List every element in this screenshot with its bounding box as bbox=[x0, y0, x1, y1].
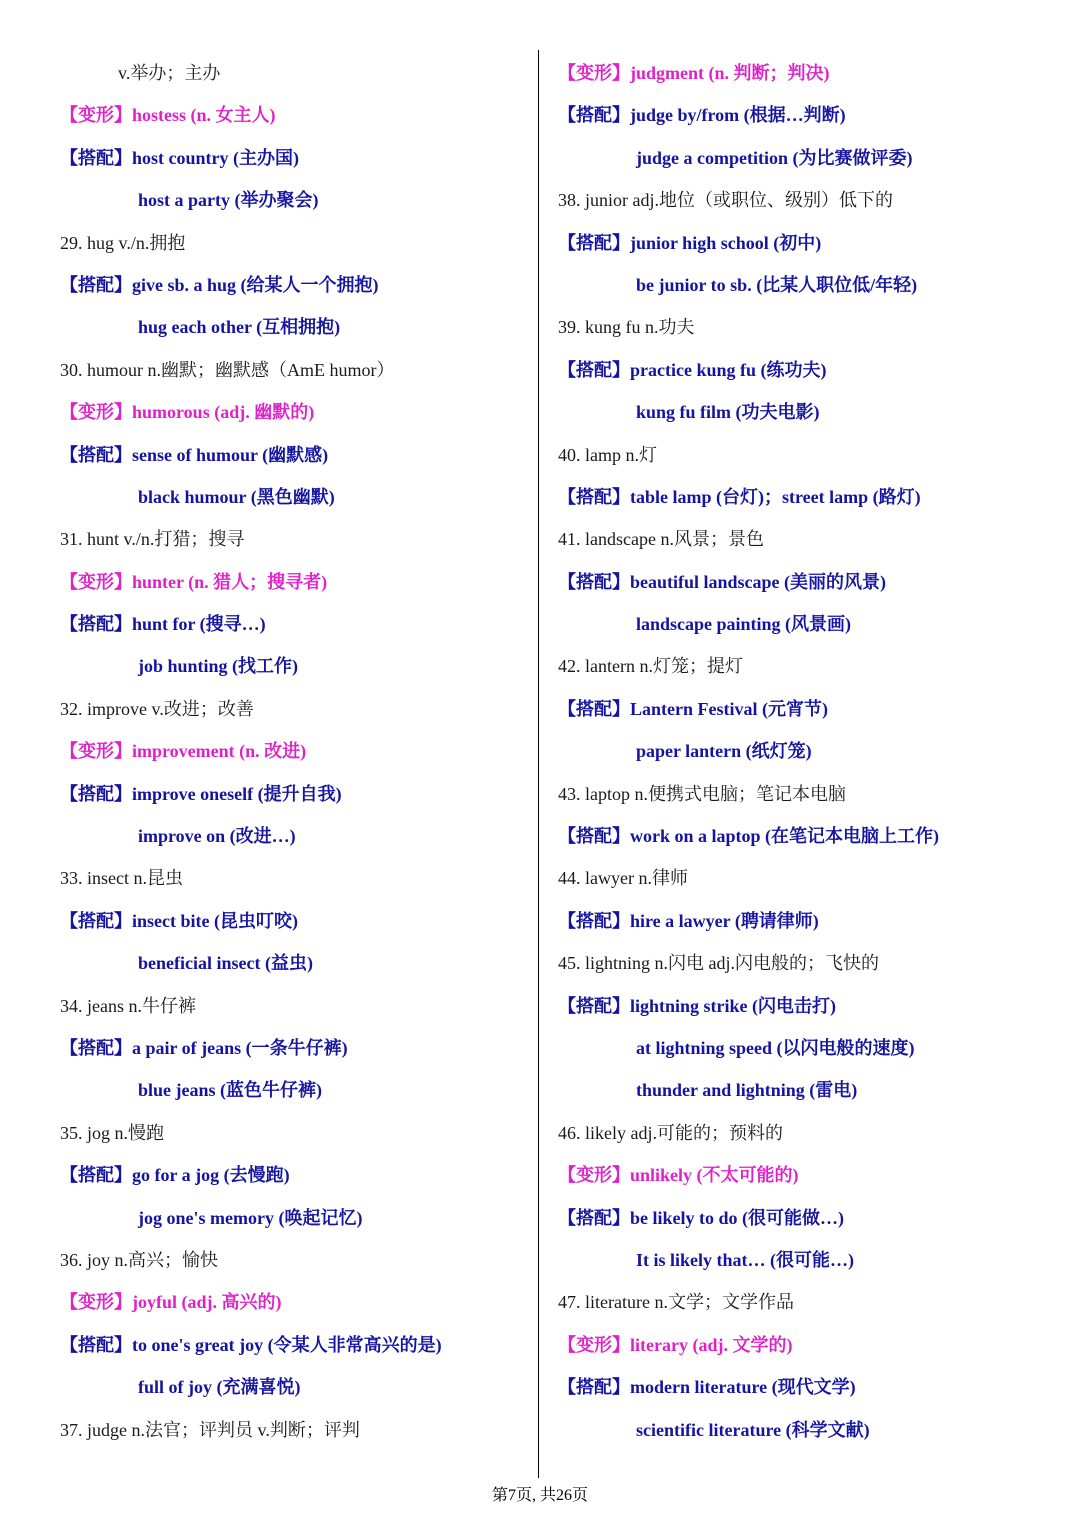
vocab-entry bbox=[60, 688, 530, 730]
variant-tag: 【变形】 bbox=[558, 63, 630, 83]
collocation-line bbox=[60, 1027, 530, 1069]
variant-tag: 【变形】 bbox=[60, 741, 132, 762]
left-column bbox=[60, 52, 530, 1451]
collocation-line bbox=[558, 985, 1058, 1027]
collocation-text: thunder and lightning (雷电) bbox=[636, 1080, 858, 1101]
entry-text: 29. hug v./n.拥抱 bbox=[60, 232, 186, 253]
collocation-line bbox=[558, 688, 1058, 730]
collocation-text: be likely to do (很可能做…) bbox=[630, 1207, 844, 1228]
collocation-text: job hunting (找工作) bbox=[138, 656, 299, 677]
collocation-tag: 【搭配】 bbox=[558, 910, 630, 931]
collocation-tag: 【搭配】 bbox=[60, 910, 132, 931]
collocation-continuation bbox=[558, 603, 1058, 645]
collocation-text: to one's great joy (令某人非常高兴的是) bbox=[132, 1334, 442, 1355]
entry-text: v.举办；主办 bbox=[118, 63, 221, 83]
collocation-text: hire a lawyer (聘请律师) bbox=[630, 910, 819, 931]
right-column bbox=[558, 52, 1058, 1451]
collocation-text: judge a competition (为比赛做评委) bbox=[636, 147, 913, 168]
vocab-entry bbox=[558, 942, 1058, 984]
collocation-line bbox=[558, 349, 1058, 391]
entry-text: 42. lantern n.灯笼；提灯 bbox=[558, 656, 743, 677]
variant-text: judgment (n. 判断；判决) bbox=[630, 63, 830, 83]
collocation-continuation bbox=[60, 942, 530, 984]
collocation-text: go for a jog (去慢跑) bbox=[132, 1165, 290, 1186]
collocation-text: table lamp (台灯)；street lamp (路灯) bbox=[630, 486, 921, 507]
collocation-text: kung fu film (功夫电影) bbox=[636, 402, 820, 423]
variant-line bbox=[558, 52, 1058, 94]
variant-tag: 【变形】 bbox=[60, 105, 132, 126]
collocation-continuation bbox=[60, 1069, 530, 1111]
collocation-line bbox=[558, 815, 1058, 857]
collocation-text: insect bite (昆虫叮咬) bbox=[132, 910, 298, 931]
collocation-text: jog one's memory (唤起记忆) bbox=[138, 1207, 363, 1228]
column-divider bbox=[538, 50, 539, 1478]
variant-text: improvement (n. 改进) bbox=[132, 741, 307, 762]
collocation-text: junior high school (初中) bbox=[630, 232, 822, 253]
entry-text: 46. likely adj.可能的；预料的 bbox=[558, 1122, 783, 1143]
collocation-tag: 【搭配】 bbox=[60, 1334, 132, 1355]
variant-text: literary (adj. 文学的) bbox=[630, 1334, 793, 1355]
variant-line bbox=[60, 1281, 530, 1323]
variant-tag: 【变形】 bbox=[558, 1334, 630, 1355]
entry-text: 36. joy n.高兴；愉快 bbox=[60, 1249, 219, 1270]
collocation-text: It is likely that… (很可能…) bbox=[636, 1249, 854, 1270]
variant-line bbox=[60, 730, 530, 772]
variant-tag: 【变形】 bbox=[558, 1165, 630, 1186]
variant-line bbox=[60, 94, 530, 136]
vocab-entry bbox=[60, 222, 530, 264]
collocation-text: full of joy (充满喜悦) bbox=[138, 1377, 301, 1398]
collocation-text: paper lantern (纸灯笼) bbox=[636, 741, 812, 762]
vocab-entry bbox=[558, 434, 1058, 476]
collocation-line bbox=[60, 900, 530, 942]
vocab-entry bbox=[558, 857, 1058, 899]
page-footer: 第7页, 共26页 bbox=[491, 1487, 588, 1504]
collocation-tag: 【搭配】 bbox=[60, 444, 132, 465]
collocation-continuation bbox=[558, 1027, 1058, 1069]
vocab-entry bbox=[60, 1409, 530, 1451]
collocation-text: beneficial insect (益虫) bbox=[138, 953, 313, 974]
entry-text: 39. kung fu n.功夫 bbox=[558, 317, 695, 338]
collocation-tag: 【搭配】 bbox=[558, 486, 630, 507]
entry-text: 30. humour n.幽默；幽默感（AmE humor） bbox=[60, 359, 395, 380]
collocation-text: beautiful landscape (美丽的风景) bbox=[630, 571, 887, 592]
vocab-entry bbox=[60, 518, 530, 560]
vocab-entry bbox=[60, 349, 530, 391]
collocation-text: be junior to sb. (比某人职位低/年轻) bbox=[636, 274, 918, 295]
vocab-entry bbox=[558, 306, 1058, 348]
entry-text: 41. landscape n.风景；景色 bbox=[558, 529, 764, 550]
vocab-entry bbox=[558, 645, 1058, 687]
vocab-entry bbox=[60, 857, 530, 899]
entry-text: 35. jog n.慢跑 bbox=[60, 1122, 165, 1143]
variant-line bbox=[558, 1154, 1058, 1196]
collocation-tag: 【搭配】 bbox=[60, 274, 132, 295]
entry-text: 45. lightning n.闪电 adj.闪电般的；飞快的 bbox=[558, 953, 879, 974]
collocation-continuation bbox=[60, 1366, 530, 1408]
collocation-line bbox=[60, 1154, 530, 1196]
collocation-line bbox=[558, 222, 1058, 264]
collocation-text: sense of humour (幽默感) bbox=[132, 444, 329, 465]
entry-text: 47. literature n.文学；文学作品 bbox=[558, 1292, 794, 1313]
entry-text: 33. insect n.昆虫 bbox=[60, 868, 183, 889]
collocation-continuation bbox=[558, 730, 1058, 772]
collocation-continuation bbox=[60, 645, 530, 687]
entry-text: 43. laptop n.便携式电脑；笔记本电脑 bbox=[558, 783, 846, 804]
collocation-tag: 【搭配】 bbox=[558, 232, 630, 253]
collocation-tag: 【搭配】 bbox=[60, 783, 132, 804]
collocation-text: a pair of jeans (一条牛仔裤) bbox=[132, 1037, 348, 1058]
variant-text: unlikely (不太可能的) bbox=[630, 1165, 799, 1186]
collocation-text: improve oneself (提升自我) bbox=[132, 783, 342, 804]
collocation-continuation bbox=[558, 1069, 1058, 1111]
collocation-tag: 【搭配】 bbox=[60, 1037, 132, 1058]
collocation-line bbox=[60, 137, 530, 179]
collocation-continuation bbox=[60, 179, 530, 221]
variant-text: joyful (adj. 高兴的) bbox=[132, 1292, 282, 1313]
entry-text: 34. jeans n.牛仔裤 bbox=[60, 995, 196, 1016]
collocation-text: give sb. a hug (给某人一个拥抱) bbox=[132, 274, 379, 295]
collocation-text: improve on (改进…) bbox=[138, 826, 296, 847]
collocation-continuation bbox=[558, 1409, 1058, 1451]
collocation-continuation bbox=[60, 306, 530, 348]
collocation-tag: 【搭配】 bbox=[558, 1207, 630, 1228]
collocation-line bbox=[558, 476, 1058, 518]
collocation-continuation bbox=[60, 815, 530, 857]
collocation-tag: 【搭配】 bbox=[558, 995, 630, 1016]
collocation-continuation bbox=[558, 1239, 1058, 1281]
collocation-tag: 【搭配】 bbox=[60, 147, 132, 168]
entry-text: 38. junior adj.地位（或职位、级别）低下的 bbox=[558, 190, 893, 211]
collocation-tag: 【搭配】 bbox=[558, 698, 630, 719]
collocation-line bbox=[558, 94, 1058, 136]
collocation-line bbox=[60, 264, 530, 306]
vocab-entry bbox=[558, 518, 1058, 560]
collocation-line bbox=[60, 603, 530, 645]
vocab-entry bbox=[558, 1112, 1058, 1154]
collocation-line bbox=[558, 561, 1058, 603]
entry-text: 40. lamp n.灯 bbox=[558, 444, 657, 465]
entry-text: 31. hunt v./n.打猎；搜寻 bbox=[60, 529, 245, 550]
collocation-tag: 【搭配】 bbox=[60, 1165, 132, 1186]
collocation-continuation bbox=[60, 1197, 530, 1239]
collocation-line bbox=[558, 1366, 1058, 1408]
collocation-text: black humour (黑色幽默) bbox=[138, 486, 335, 507]
vocab-entry bbox=[60, 1112, 530, 1154]
variant-line bbox=[60, 391, 530, 433]
collocation-continuation bbox=[558, 264, 1058, 306]
collocation-text: modern literature (现代文学) bbox=[630, 1377, 856, 1398]
collocation-text: host country (主办国) bbox=[132, 147, 299, 168]
variant-tag: 【变形】 bbox=[60, 402, 132, 423]
collocation-text: hug each other (互相拥抱) bbox=[138, 317, 341, 338]
collocation-text: work on a laptop (在笔记本电脑上工作) bbox=[630, 826, 940, 847]
collocation-text: host a party (举办聚会) bbox=[138, 190, 319, 211]
variant-text: hostess (n. 女主人) bbox=[132, 105, 276, 126]
collocation-text: at lightning speed (以闪电般的速度) bbox=[636, 1037, 915, 1058]
variant-tag: 【变形】 bbox=[60, 1292, 132, 1313]
collocation-continuation bbox=[558, 391, 1058, 433]
entry-text: 44. lawyer n.律师 bbox=[558, 868, 688, 889]
vocab-entry bbox=[558, 773, 1058, 815]
collocation-line bbox=[558, 1197, 1058, 1239]
vocab-entry bbox=[558, 1281, 1058, 1323]
collocation-text: Lantern Festival (元宵节) bbox=[630, 698, 828, 719]
collocation-text: hunt for (搜寻…) bbox=[132, 614, 266, 635]
collocation-line bbox=[60, 1324, 530, 1366]
collocation-tag: 【搭配】 bbox=[558, 1377, 630, 1398]
collocation-text: landscape painting (风景画) bbox=[636, 614, 852, 635]
vocab-entry bbox=[558, 179, 1058, 221]
collocation-text: blue jeans (蓝色牛仔裤) bbox=[138, 1080, 322, 1101]
variant-tag: 【变形】 bbox=[60, 571, 132, 592]
variant-line bbox=[60, 561, 530, 603]
collocation-tag: 【搭配】 bbox=[558, 105, 630, 126]
variant-line bbox=[558, 1324, 1058, 1366]
collocation-text: scientific literature (科学文献) bbox=[636, 1419, 870, 1440]
collocation-line bbox=[558, 900, 1058, 942]
variant-text: hunter (n. 猎人；搜寻者) bbox=[132, 571, 328, 592]
collocation-tag: 【搭配】 bbox=[558, 571, 630, 592]
vocab-entry bbox=[60, 1239, 530, 1281]
collocation-text: judge by/from (根据…判断) bbox=[630, 105, 846, 126]
collocation-text: practice kung fu (练功夫) bbox=[630, 359, 827, 380]
entry-text: 32. improve v.改进；改善 bbox=[60, 698, 254, 719]
collocation-text: lightning strike (闪电击打) bbox=[630, 995, 837, 1016]
entry-text: 37. judge n.法官；评判员 v.判断；评判 bbox=[60, 1419, 360, 1440]
collocation-line bbox=[60, 434, 530, 476]
collocation-tag: 【搭配】 bbox=[558, 359, 630, 380]
entry-continuation bbox=[60, 52, 530, 94]
variant-text: humorous (adj. 幽默的) bbox=[132, 402, 315, 423]
vocab-entry bbox=[60, 985, 530, 1027]
collocation-tag: 【搭配】 bbox=[60, 614, 132, 635]
collocation-tag: 【搭配】 bbox=[558, 826, 630, 847]
collocation-continuation bbox=[60, 476, 530, 518]
collocation-line bbox=[60, 773, 530, 815]
collocation-continuation bbox=[558, 137, 1058, 179]
